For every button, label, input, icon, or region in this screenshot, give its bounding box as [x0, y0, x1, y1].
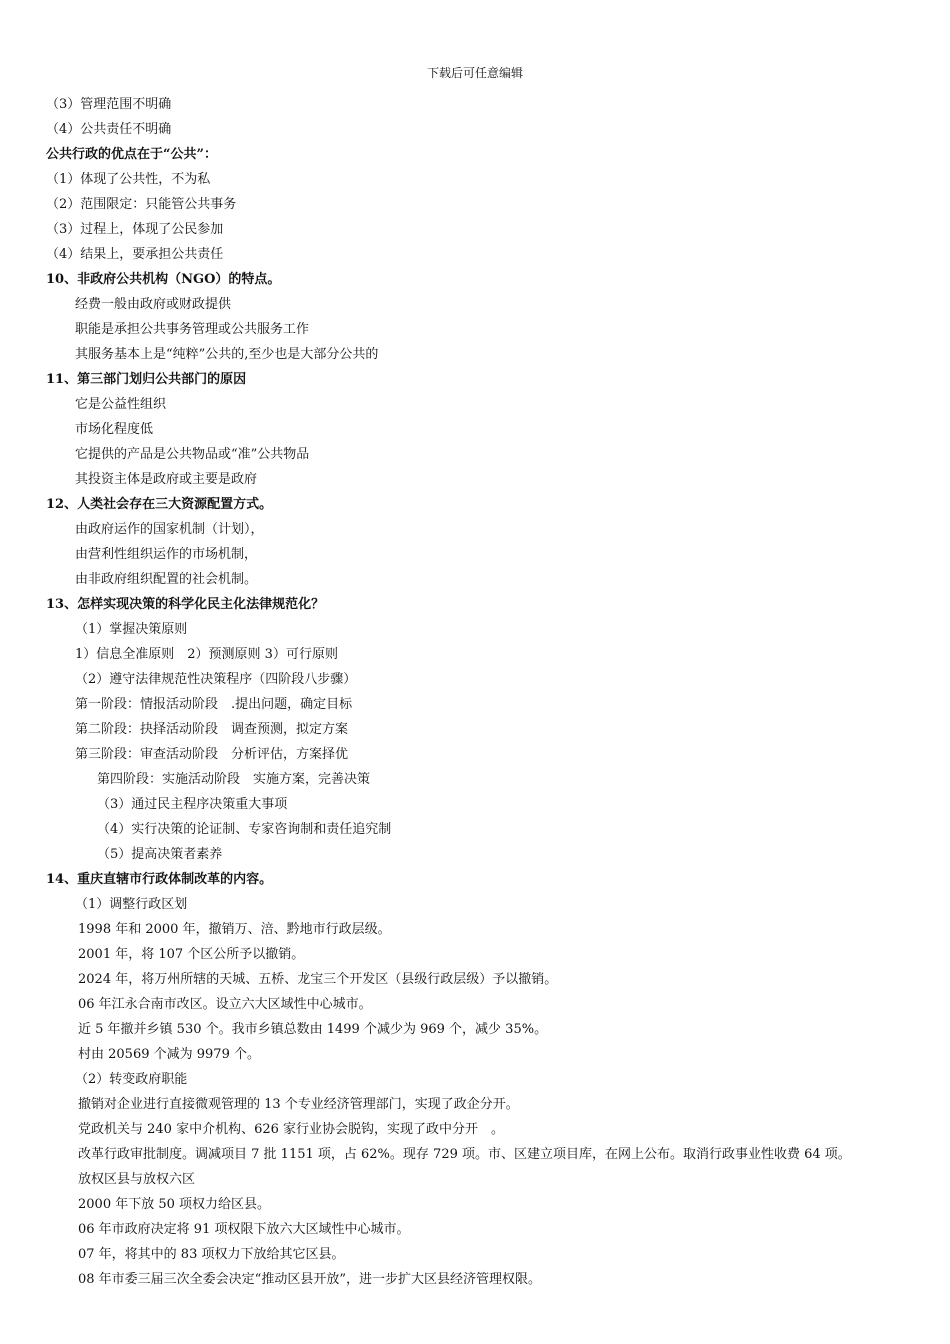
text-line: 由政府运作的国家机制（计划），: [75, 522, 264, 537]
text-line: 近 5 年撤并乡镇 530 个。我市乡镇总数由 1499 个减少为 969 个，减少 35%。: [78, 1022, 548, 1037]
section-heading: 公共行政的优点在于“公共”：: [46, 147, 217, 162]
text-line: （1）掌握决策原则: [75, 622, 188, 637]
text-line: 2024 年，将万州所辖的天城、五桥、龙宝三个开发区（县级行政层级）予以撤销。: [78, 972, 558, 987]
text-line: 放权区县与放权六区: [78, 1172, 196, 1187]
text-line: 其投资主体是政府或主要是政府: [75, 472, 258, 487]
text-line: 第二阶段：抉择活动阶段 调查预测，拟定方案: [75, 722, 349, 737]
text-line: （2）遵守法律规范性决策程序（四阶段八步骤）: [75, 672, 357, 687]
text-line: 2001 年，将 107 个区公所予以撤销。: [78, 947, 305, 962]
section-heading: 13、怎样实现决策的科学化民主化法律规范化？: [46, 597, 325, 612]
text-line: 第一阶段：情报活动阶段 .提出问题，确定目标: [75, 697, 353, 712]
text-line: 它是公益性组织: [75, 397, 167, 412]
section-heading: 10、非政府公共机构（NGO）的特点。: [46, 272, 281, 287]
text-line: （3）过程上，体现了公民参加: [46, 222, 224, 237]
text-line: 它提供的产品是公共物品或“准”公共物品: [75, 447, 310, 462]
text-line: 第四阶段：实施活动阶段 实施方案，完善决策: [97, 772, 371, 787]
section-heading: 14、重庆直辖市行政体制改革的内容。: [46, 872, 273, 887]
text-line: （2）转变政府职能: [75, 1072, 188, 1087]
text-line: （3）管理范围不明确: [46, 97, 172, 112]
text-line: 撤销对企业进行直接微观管理的 13 个专业经济管理部门，实现了政企分开。: [78, 1097, 519, 1112]
text-line: （4）公共责任不明确: [46, 122, 172, 137]
section-heading: 11、第三部门划归公共部门的原因: [46, 372, 247, 387]
text-line: 职能是承担公共事务管理或公共服务工作: [75, 322, 310, 337]
text-line: （5）提高决策者素养: [97, 847, 223, 862]
page-header: 下载后可任意编辑: [426, 66, 523, 80]
text-line: 由营利性组织运作的市场机制，: [75, 547, 258, 562]
text-line: 经费一般由政府或财政提供: [75, 297, 232, 312]
text-line: 其服务基本上是“纯粹”公共的,至少也是大部分公共的: [75, 347, 379, 362]
text-line: 2000 年下放 50 项权力给区县。: [78, 1197, 271, 1212]
text-line: 改革行政审批制度。调减项目 7 批 1151 项，占 62%。现存 729 项。市、区建立项目库，在网上公布。取消行政事业性收费 64 项。: [78, 1147, 851, 1162]
text-line: （2）范围限定：只能管公共事务: [46, 197, 237, 212]
text-line: 08 年市委三届三次全委会决定“推动区县开放”，进一步扩大区县经济管理权限。: [78, 1272, 541, 1287]
text-line: 1998 年和 2000 年，撤销万、涪、黔地市行政层级。: [78, 922, 391, 937]
text-line: 07 年，将其中的 83 项权力下放给其它区县。: [78, 1247, 345, 1262]
text-line: （4）实行决策的论证制、专家咨询制和责任追究制: [97, 822, 392, 837]
text-line: 村由 20569 个减为 9979 个。: [78, 1047, 260, 1062]
text-line: 1）信息全准原则 2）预测原则 3）可行原则: [75, 647, 338, 662]
text-line: 市场化程度低: [75, 422, 154, 437]
text-line: 06 年市政府决定将 91 项权限下放六大区域性中心城市。: [78, 1222, 410, 1237]
text-line: 党政机关与 240 家中介机构、626 家行业协会脱钩，实现了政中分开 。: [78, 1122, 505, 1137]
text-line: （1）体现了公共性，不为私: [46, 172, 211, 187]
text-line: （3）通过民主程序决策重大事项: [97, 797, 288, 812]
text-line: 第三阶段：审查活动阶段 分析评估，方案择优: [75, 747, 349, 762]
text-line: （4）结果上，要承担公共责任: [46, 247, 224, 262]
text-line: 由非政府组织配置的社会机制。: [75, 572, 258, 587]
text-line: （1）调整行政区划: [75, 897, 188, 912]
text-line: 06 年江永合南市改区。设立六大区域性中心城市。: [78, 997, 372, 1012]
section-heading: 12、人类社会存在三大资源配置方式。: [46, 497, 273, 512]
